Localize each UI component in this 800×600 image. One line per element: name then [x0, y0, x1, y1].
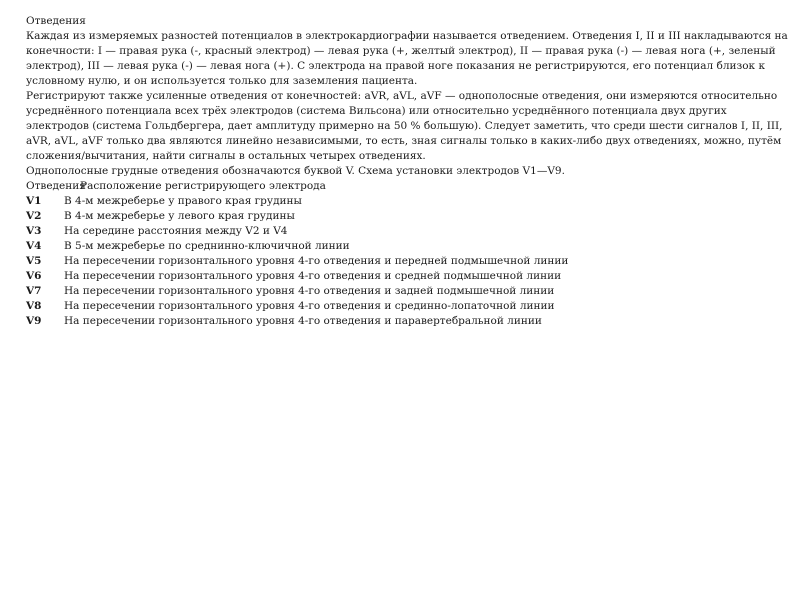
lead-location: На середине расстояния между V2 и V4: [64, 225, 288, 237]
table-row: [26, 194, 788, 209]
paragraph-chest-leads: Однополосные грудные отведения обозначаются буквой V. Схема установки электродов V1—V9.: [26, 165, 565, 177]
lead-location: В 5-м межреберье по среднинно-ключичной линии: [64, 240, 350, 252]
lead-label: V4: [26, 240, 42, 252]
document-page: [26, 14, 788, 329]
lead-location: На пересечении горизонтального уровня 4-го отведения и задней подмышечной линии: [64, 285, 555, 297]
table-row: [26, 254, 788, 269]
lead-location: На пересечении горизонтального уровня 4-го отведения и передней подмышечной линии: [64, 255, 569, 267]
table-row: [26, 209, 788, 224]
lead-label: V9: [26, 315, 42, 327]
lead-location: В 4-м межреберье у правого края грудины: [64, 195, 302, 207]
table-row: [26, 284, 788, 299]
lead-label: V2: [26, 210, 42, 222]
chest-leads-table: [26, 179, 788, 329]
page-title: Отведения: [26, 15, 86, 27]
table-header: [26, 179, 788, 194]
table-row: [26, 239, 788, 254]
lead-location: В 4-м межреберье у левого края грудины: [64, 210, 295, 222]
lead-location: На пересечении горизонтального уровня 4-го отведения и средней подмышечной линии: [64, 270, 562, 282]
table-row: [26, 224, 788, 239]
lead-label: V5: [26, 255, 42, 267]
paragraph-limb-leads: Каждая из измеряемых разностей потенциалов в электрокардиографии называется отведением. Отведения I, II и III накладываются на конечности: I — правая рука (-, красный электрод) — левая рука (+, желтый электрод), II — правая рука (-) — левая нога (+, зеленый электрод), III — левая рука (-) — левая нога (+). С электрода на правой ноге показания не регистрируются, его потенциал близок к условному нулю, и он используется только для заземления пациента.: [26, 30, 788, 87]
table-row: [26, 299, 788, 314]
lead-label: V1: [26, 195, 42, 207]
lead-label: V7: [26, 285, 42, 297]
table-row: [26, 269, 788, 284]
paragraph-augmented-leads: Регистрируют также усиленные отведения от конечностей: aVR, aVL, aVF — однополосные отведения, они измеряются относительно усреднённого потенциала всех трёх электродов (система Вильсона) или относительно усреднённого потенциала двух других электродов (система Гольдбергера, дает амплитуду примерно на 50 % большую). Следует заметить, что среди шести сигналов I, II, III, aVR, aVL, aVF только два являются линейно независимыми, то есть, зная сигналы только в каких-либо двух отведениях, можно, путём сложения/вычитания, найти сигналы в остальных четырех отведениях.: [26, 90, 783, 162]
lead-label: V6: [26, 270, 42, 282]
table-row: [26, 314, 788, 329]
header-leads: Отведения: [26, 180, 86, 192]
lead-location: На пересечении горизонтального уровня 4-го отведения и срединно-лопаточной линии: [64, 300, 555, 312]
header-electrode-location: Расположение регистрирующего электрода: [80, 180, 326, 192]
lead-label: V3: [26, 225, 42, 237]
lead-label: V8: [26, 300, 42, 312]
lead-location: На пересечении горизонтального уровня 4-го отведения и паравертебральной линии: [64, 315, 542, 327]
